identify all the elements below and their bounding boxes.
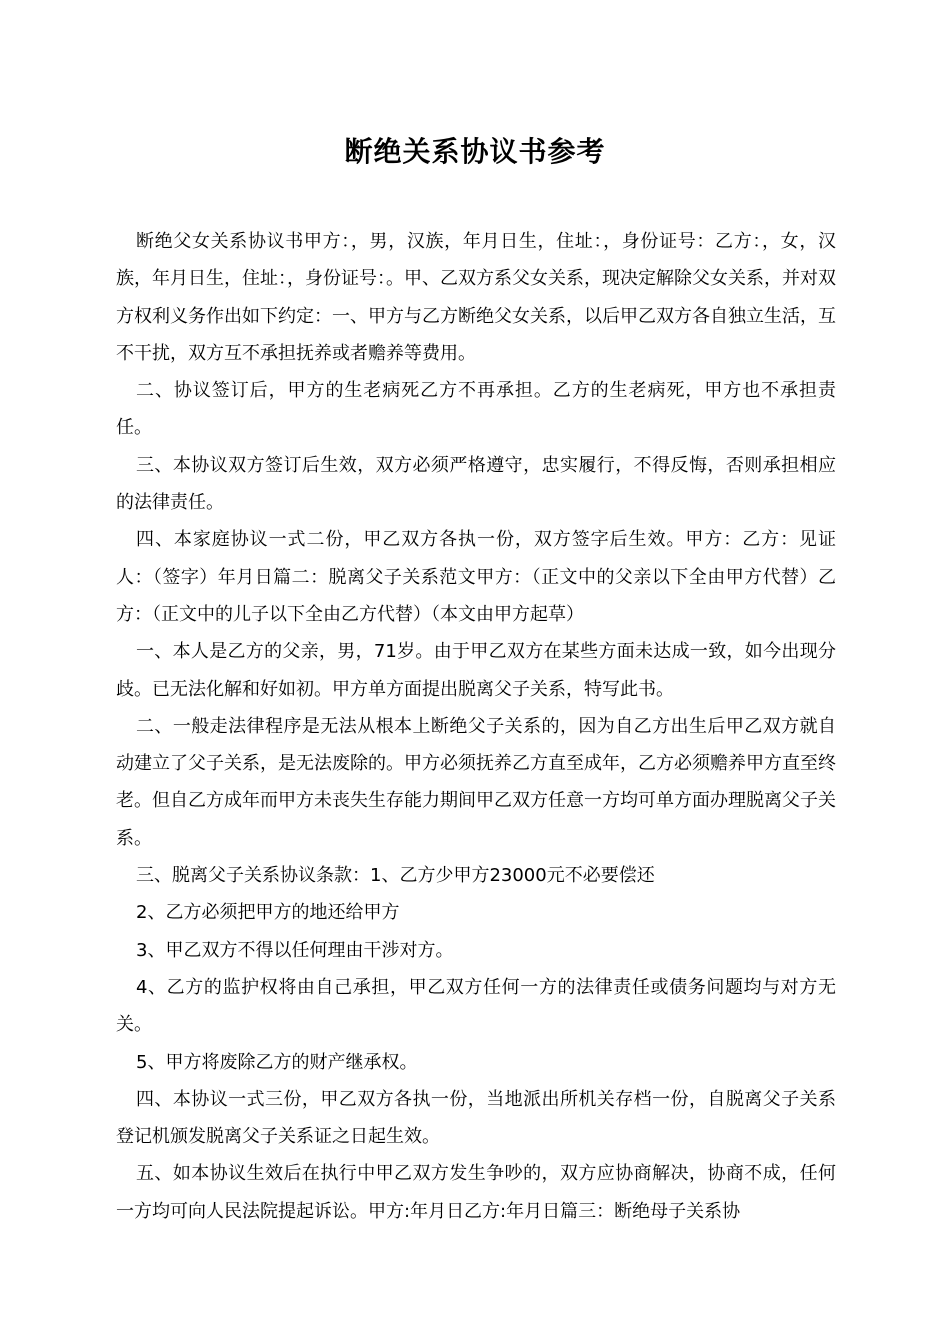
paragraph-6: 二、一般走法律程序是无法从根本上断绝父子关系的，因为自乙方出生后甲乙双方就自动建立了父子关系，是无法废除的。甲方必须抚养乙方直至成年，乙方必须赡养甲方直至终老。但自乙方成年而甲方未丧失生存能力期间甲乙双方任意一方均可单方面办理脱离父子关系。 [116, 715, 836, 849]
paragraph-13: 五、如本协议生效后在执行中甲乙双方发生争吵的，双方应协商解决，协商不成，任何一方均可向人民法院提起诉讼。甲方:年月日乙方:年月日篇三：断绝母子关系协 [116, 1163, 836, 1222]
paragraph-4: 四、本家庭协议一式二份，甲乙双方各执一份，双方签字后生效。甲方：乙方：见证人：（签字）年月日篇二：脱离父子关系范文甲方：（正文中的父亲以下全由甲方代替）乙方：（正文中的儿子以下全由乙方代替）（本文由甲方起草） [116, 529, 836, 625]
paragraph-9: 3、甲乙双方不得以任何理由干涉对方。 [136, 939, 454, 961]
document-body [116, 223, 836, 1230]
document-title: 断绝关系协议书参考 [344, 135, 606, 168]
paragraph-10: 4、乙方的监护权将由自己承担，甲乙双方任何一方的法律责任或债务问题均与对方无关。 [116, 976, 836, 1036]
paragraph-8: 2、乙方必须把甲方的地还给甲方 [136, 902, 400, 924]
paragraph-7: 三、脱离父子关系协议条款：1、乙方少甲方23000元不必要偿还 [136, 865, 655, 887]
paragraph-5: 一、本人是乙方的父亲，男，71岁。由于甲乙双方在某些方面未达成一致，如今出现分歧。已无法化解和好如初。甲方单方面提出脱离父子关系，特写此书。 [116, 641, 836, 700]
paragraph-2: 二、协议签订后，甲方的生老病死乙方不再承担。乙方的生老病死，甲方也不承担责任。 [116, 380, 836, 439]
paragraph-3: 三、本协议双方签订后生效，双方必须严格遵守，忠实履行，不得反悔，否则承担相应的法律责任。 [116, 454, 836, 514]
paragraph-1: 断绝父女关系协议书甲方：，男，汉族，年月日生，住址：，身份证号：乙方：，女，汉族，年月日生，住址：，身份证号：。甲、乙双方系父女关系，现决定解除父女关系，并对双方权利义务作出如下约定：一、甲方与乙方断绝父女关系，以后甲乙双方各自独立生活，互不干扰，双方互不承担抚养或者赡养等费用。 [116, 231, 836, 364]
paragraph-11: 5、甲方将废除乙方的财产继承权。 [136, 1051, 418, 1073]
paragraph-12: 四、本协议一式三份，甲乙双方各执一份，当地派出所机关存档一份，自脱离父子关系登记机颁发脱离父子关系证之日起生效。 [116, 1088, 836, 1148]
